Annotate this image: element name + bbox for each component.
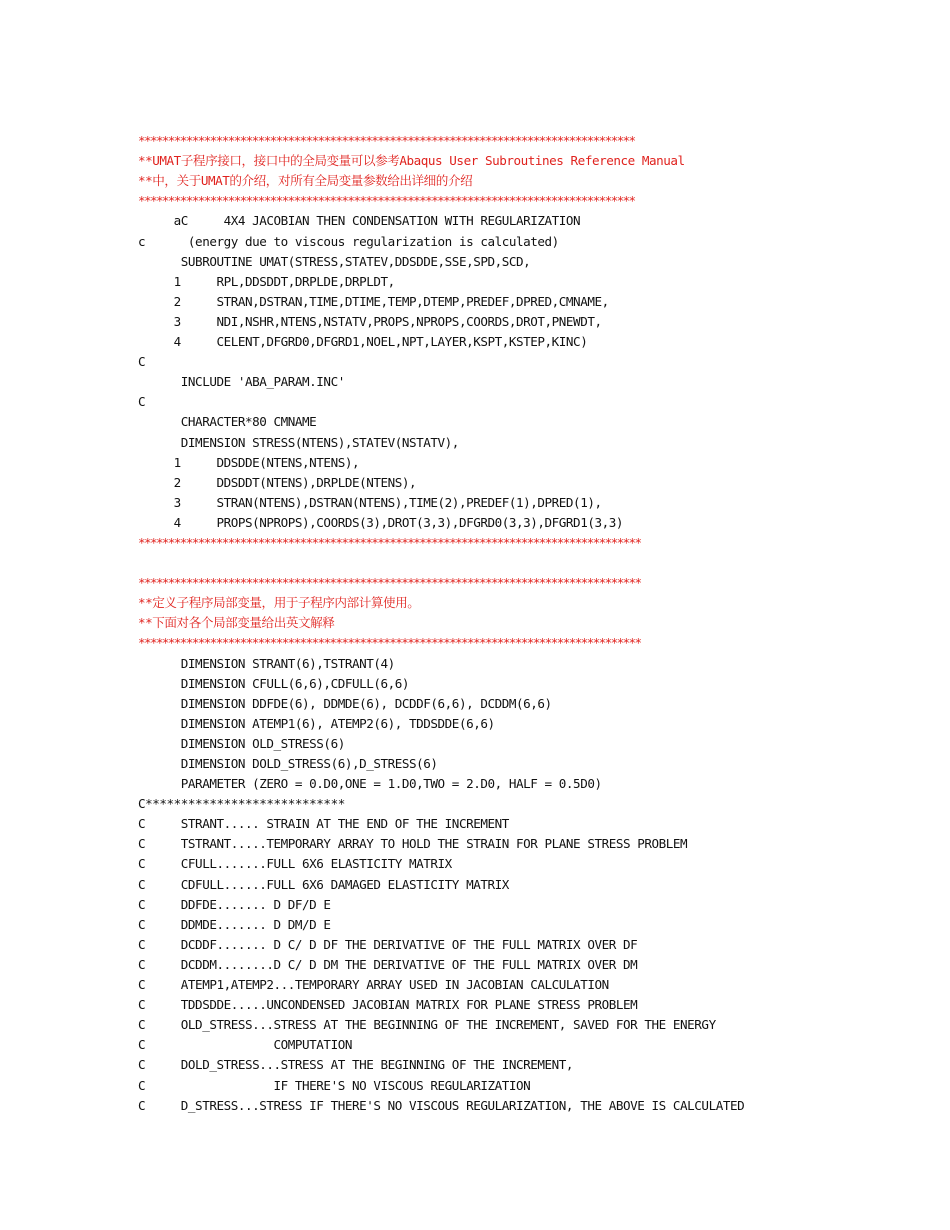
code-line: 2 DDSDDT(NTENS),DRPLDE(NTENS), [138, 474, 417, 490]
code-line: DIMENSION ATEMP1(6), ATEMP2(6), TDDSDDE(6,6) [138, 715, 495, 731]
code-line: 1 DDSDDE(NTENS,NTENS), [138, 454, 360, 470]
code-line: 2 STRAN,DSTRAN,TIME,DTIME,TEMP,DTEMP,PREDEF,DPRED,CMNAME, [138, 293, 609, 309]
code-line: ************************************************************************************ [138, 534, 641, 550]
code-line: aC 4X4 JACOBIAN THEN CONDENSATION WITH REGULARIZATION [138, 213, 581, 229]
code-line: CHARACTER*80 CMNAME [138, 414, 317, 430]
code-line: DIMENSION OLD_STRESS(6) [138, 735, 345, 751]
code-line: C COMPUTATION [138, 1037, 352, 1053]
code-line [138, 111, 928, 131]
code-line: **下面对各个局部变量给出英文解释 [138, 615, 335, 631]
code-line: C TDDSDDE.....UNCONDENSED JACOBIAN MATRIX FOR PLANE STRESS PROBLEM [138, 997, 638, 1013]
code-line: C TSTRANT.....TEMPORARY ARRAY TO HOLD THE STRAIN FOR PLANE STRESS PROBLEM [138, 836, 688, 852]
code-line: INCLUDE 'ABA_PARAM.INC' [138, 374, 345, 390]
code-line: C STRANT..... STRAIN AT THE END OF THE INCREMENT [138, 816, 509, 832]
code-line: C OLD_STRESS...STRESS AT THE BEGINNING OF THE INCREMENT, SAVED FOR THE ENERGY [138, 1017, 716, 1033]
code-line: 4 PROPS(NPROPS),COORDS(3),DROT(3,3),DFGRD0(3,3),DFGRD1(3,3) [138, 514, 623, 530]
code-line [138, 553, 928, 573]
code-line: C DDMDE....... D DM/D E [138, 916, 331, 932]
code-line: C**************************** [138, 796, 345, 812]
code-line: c (energy due to viscous regularization is calculated) [138, 233, 559, 249]
document-body [138, 111, 928, 1116]
code-line: PARAMETER (ZERO = 0.D0,ONE = 1.D0,TWO = 2.D0, HALF = 0.5D0) [138, 776, 602, 792]
code-line: 4 CELENT,DFGRD0,DFGRD1,NOEL,NPT,LAYER,KSPT,KSTEP,KINC) [138, 334, 588, 350]
code-line: 1 RPL,DDSDDT,DRPLDE,DRPLDT, [138, 273, 395, 289]
code-line: DIMENSION DDFDE(6), DDMDE(6), DCDDF(6,6), DCDDM(6,6) [138, 695, 552, 711]
code-line: DIMENSION CFULL(6,6),CDFULL(6,6) [138, 675, 410, 691]
code-line: C CFULL.......FULL 6X6 ELASTICITY MATRIX [138, 856, 452, 872]
code-line: C ATEMP1,ATEMP2...TEMPORARY ARRAY USED IN JACOBIAN CALCULATION [138, 977, 609, 993]
code-line: DIMENSION STRESS(NTENS),STATEV(NSTATV), [138, 434, 459, 450]
code-line: C DOLD_STRESS...STRESS AT THE BEGINNING OF THE INCREMENT, [138, 1057, 574, 1073]
code-line: *********************************************************************************** [138, 133, 635, 149]
code-line: C [138, 394, 146, 410]
code-line: C CDFULL......FULL 6X6 DAMAGED ELASTICITY MATRIX [138, 876, 509, 892]
code-line: C DCDDM........D C/ D DM THE DERIVATIVE OF THE FULL MATRIX OVER DM [138, 956, 638, 972]
code-line: **UMAT子程序接口，接口中的全局变量可以参考Abaqus User Subroutines Reference Manual [138, 153, 685, 169]
code-line: DIMENSION STRANT(6),TSTRANT(4) [138, 655, 395, 671]
code-line: SUBROUTINE UMAT(STRESS,STATEV,DDSDDE,SSE,SPD,SCD, [138, 253, 531, 269]
code-line: ************************************************************************************ [138, 635, 641, 651]
code-line: DIMENSION DOLD_STRESS(6),D_STRESS(6) [138, 756, 438, 771]
code-line: 3 STRAN(NTENS),DSTRAN(NTENS),TIME(2),PREDEF(1),DPRED(1), [138, 494, 602, 510]
code-line: C [138, 354, 146, 370]
code-line: C DDFDE....... D DF/D E [138, 896, 331, 912]
code-line: 3 NDI,NSHR,NTENS,NSTATV,PROPS,NPROPS,COORDS,DROT,PNEWDT, [138, 313, 602, 329]
code-line: **中，关于UMAT的介绍，对所有全局变量参数给出详细的介绍 [138, 173, 473, 189]
code-line: C IF THERE'S NO VISCOUS REGULARIZATION [138, 1077, 531, 1093]
code-line: C D_STRESS...STRESS IF THERE'S NO VISCOUS REGULARIZATION, THE ABOVE IS CALCULATED [138, 1097, 745, 1113]
code-line: *********************************************************************************** [138, 193, 635, 209]
code-line: ************************************************************************************ [138, 575, 641, 591]
code-line: C DCDDF....... D C/ D DF THE DERIVATIVE OF THE FULL MATRIX OVER DF [138, 936, 638, 952]
code-line: **定义子程序局部变量，用于子程序内部计算使用。 [138, 595, 420, 611]
